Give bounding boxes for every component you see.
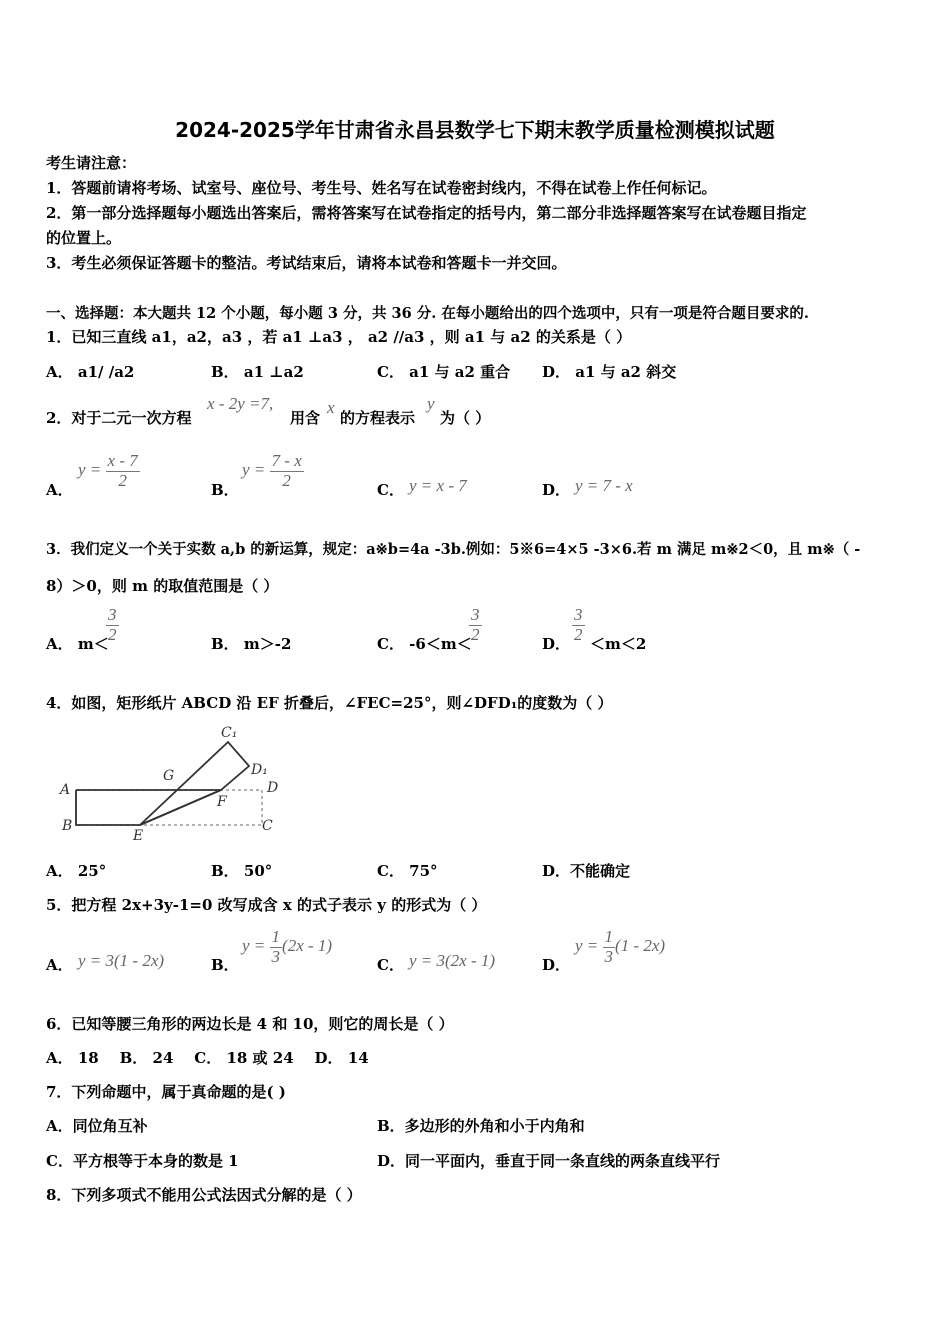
q2-option-a — [78, 452, 140, 490]
q3-c-den: 2 — [471, 624, 480, 644]
q2-option-c-label: C． — [377, 481, 404, 499]
q5-b-rhs: (2x - 1) — [282, 936, 333, 956]
q3-option-d-fraction — [572, 606, 585, 644]
notice-item: 2．第一部分选择题每小题选出答案后，需将答案写在试卷指定的括号内，第二部分非选择题答案写在试卷题目指定 — [46, 204, 807, 222]
q7-option-b: B．多边形的外角和小于内角和 — [377, 1117, 585, 1135]
q5-d-rhs: (1 - 2x) — [615, 936, 666, 956]
q5-d-num: 1 — [604, 927, 614, 946]
q4-option-d: D．不能确定 — [542, 862, 631, 880]
q2-y: y — [427, 394, 435, 413]
q1-option-d: D． a1 与 a2 斜交 — [542, 363, 677, 381]
question-3-line1: 3．我们定义一个关于实数 a,b 的新运算，规定：a※b=4a -3b.例如：5※6=4×5 -3×6.若 m 满足 m※2＜0，且 m※（ - — [46, 541, 861, 558]
q5-option-b — [242, 928, 332, 966]
question-8-stem: 8．下列多项式不能用公式法因式分解的是（ ） — [46, 1186, 362, 1204]
notice-item: 1．答题前请将考场、试室号、座位号、考生号、姓名写在试卷密封线内，不得在试卷上作任何标记。 — [46, 179, 717, 197]
q7-option-c: C．平方根等于本身的数是 1 — [46, 1152, 239, 1170]
q1-option-b: B． a1 ⊥a2 — [211, 363, 304, 381]
q6-options: A． 18 B． 24 C． 18 或 24 D． 14 — [46, 1049, 369, 1067]
notice-heading: 考生请注意： — [46, 154, 137, 172]
q2-option-c: y = x - 7 — [409, 476, 467, 495]
question-4-stem: 4．如图，矩形纸片 ABCD 沿 EF 折叠后，∠FEC=25°，则∠DFD₁的度数为（ ） — [46, 694, 613, 712]
section-heading: 一、选择题：本大题共 12 个小题，每小题 3 分，共 36 分. 在每小题给出的四个选项中，只有一项是符合题目要求的. — [46, 305, 809, 322]
q5-option-c: y = 3(2x - 1) — [409, 951, 496, 970]
fig-label-c: C — [262, 818, 273, 834]
q2-a-num: x - 7 — [107, 451, 138, 470]
fig-label-g: G — [163, 768, 175, 784]
q3-d-den: 2 — [574, 624, 583, 644]
fig-label-d: D — [267, 780, 279, 796]
q5-b-lhs: y = — [242, 936, 266, 956]
q3-a-den: 2 — [108, 624, 117, 644]
q1-option-a: A． a1/ /a2 — [46, 363, 135, 381]
fig-rect-left — [76, 790, 140, 825]
fig-label-e: E — [133, 828, 144, 844]
q3-option-d-post: ＜m＜2 — [590, 635, 647, 653]
q3-a-num: 3 — [108, 605, 117, 624]
fig-label-d1: D₁ — [251, 762, 268, 778]
page-title: 2024-2025学年甘肃省永昌县数学七下期末教学质量检测模拟试题 — [175, 118, 775, 142]
question-3-line2: 8）＞0，则 m 的取值范围是（ ） — [46, 577, 279, 595]
q3-option-c-fraction — [469, 606, 482, 644]
q5-option-c-label: C． — [377, 956, 404, 974]
q2-a-lhs: y = — [78, 460, 102, 480]
q2-option-b — [242, 452, 304, 490]
folded-rectangle-figure — [56, 722, 286, 847]
q2-option-a-label: A． — [46, 481, 73, 499]
q2-b-fraction — [270, 452, 304, 490]
q1-option-c: C． a1 与 a2 重合 — [377, 363, 511, 381]
q2-b-den: 2 — [282, 470, 291, 490]
q5-d-den: 3 — [604, 946, 614, 966]
q2-pre: 2．对于二元一次方程 — [46, 409, 192, 427]
q4-option-c: C． 75° — [377, 862, 438, 880]
q5-option-a: y = 3(1 - 2x) — [78, 951, 165, 970]
q3-c-num: 3 — [471, 605, 480, 624]
q4-option-b: B． 50° — [211, 862, 273, 880]
q3-option-c-label: C． -6＜m＜ — [377, 635, 472, 653]
question-2-stem — [46, 407, 191, 428]
q2-option-d: y = 7 - x — [575, 476, 633, 495]
q5-option-b-label: B． — [211, 956, 239, 974]
q5-option-a-label: A． — [46, 956, 73, 974]
q2-b-num: 7 - x — [271, 451, 302, 470]
q4-option-a: A． 25° — [46, 862, 107, 880]
q3-option-a-label: A． m＜ — [46, 635, 109, 653]
fig-fold-line-ef — [140, 790, 221, 825]
question-5-stem: 5．把方程 2x+3y-1=0 改写成含 x 的式子表示 y 的形式为（ ） — [46, 896, 487, 914]
q5-option-d — [575, 928, 665, 966]
notice-item: 3．考生必须保证答题卡的整洁。考试结束后，请将本试卷和答题卡一并交回。 — [46, 254, 567, 272]
q5-option-d-label: D． — [542, 956, 571, 974]
q3-option-b: B． m＞-2 — [211, 635, 292, 653]
q5-b-num: 1 — [271, 927, 281, 946]
q2-mid: 用含 — [290, 409, 321, 427]
notice-item: 的位置上。 — [46, 229, 122, 247]
fig-dashed-rect — [76, 790, 262, 825]
q5-d-lhs: y = — [575, 936, 599, 956]
fig-folded-part — [140, 742, 249, 825]
question-7-stem: 7．下列命题中，属于真命题的是( ) — [46, 1083, 286, 1101]
fig-label-f: F — [217, 794, 227, 810]
q7-option-d: D．同一平面内，垂直于同一条直线的两条直线平行 — [377, 1152, 721, 1170]
question-6-stem: 6．已知等腰三角形的两边长是 4 和 10，则它的周长是（ ） — [46, 1015, 454, 1033]
q2-a-den: 2 — [118, 470, 127, 490]
q2-mid2: 的方程表示 — [340, 409, 416, 427]
question-1-stem: 1．已知三直线 a1，a2，a3 ，若 a1 ⊥a3 ， a2 //a3 ，则 a1 与 a2 的关系是（ ） — [46, 328, 632, 346]
q3-d-num: 3 — [574, 605, 583, 624]
q7-option-a: A．同位角互补 — [46, 1117, 148, 1135]
q2-post: 为（ ） — [440, 409, 491, 427]
q3-option-a-fraction — [106, 606, 119, 644]
q2-option-d-label: D． — [542, 481, 571, 499]
q3-option-d-label: D． — [542, 635, 571, 653]
fig-label-c1: C₁ — [221, 725, 238, 741]
fig-label-b: B — [62, 818, 73, 834]
q2-b-lhs: y = — [242, 460, 266, 480]
q2-a-fraction — [106, 452, 140, 490]
fig-label-a: A — [60, 782, 71, 798]
q2-equation: x - 2y =7, — [207, 394, 274, 413]
q5-b-den: 3 — [271, 946, 281, 966]
q2-x: x — [327, 398, 335, 417]
q2-option-b-label: B． — [211, 481, 239, 499]
